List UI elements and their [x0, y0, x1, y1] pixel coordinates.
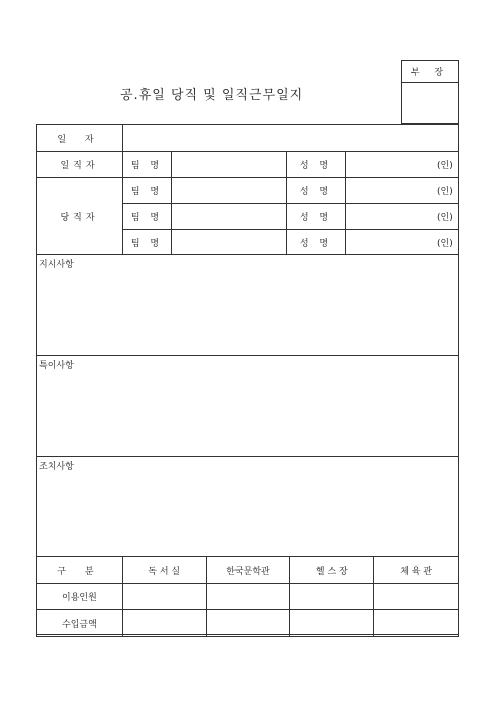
instructions-section[interactable]: [36, 254, 459, 356]
date-label: 일 자: [36, 124, 123, 152]
revenue-sports-hall-cell[interactable]: [374, 610, 459, 637]
header-literature-hall: 한국문학관: [206, 557, 290, 584]
users-reading-room-cell[interactable]: [122, 584, 206, 610]
header-reading-room: 독 서 실: [122, 557, 206, 584]
revenue-reading-room-cell[interactable]: [122, 610, 206, 637]
users-sports-hall-cell[interactable]: [374, 584, 459, 610]
team-field[interactable]: [171, 177, 287, 204]
team-label: 팀 명: [122, 151, 172, 178]
header-gym: 헬 스 장: [290, 557, 374, 584]
seal-text: (인): [437, 187, 453, 197]
revenue-literature-hall-cell[interactable]: [206, 610, 290, 637]
date-field[interactable]: [122, 124, 459, 152]
team-field[interactable]: [171, 151, 287, 178]
team-field[interactable]: [171, 203, 287, 230]
name-label: 성 명: [286, 177, 346, 204]
row-label-users: 이용인원: [37, 584, 123, 610]
header-category: 구 분: [37, 557, 123, 584]
seal-text: (인): [437, 239, 453, 249]
page-title: 공.휴일 당직 및 일직근무일지: [120, 88, 304, 103]
seal-text: (인): [437, 161, 453, 171]
instructions-label: 지시사항: [39, 260, 74, 270]
team-label: 팀 명: [122, 229, 172, 255]
facility-table: [36, 556, 459, 637]
team-field[interactable]: [171, 229, 287, 255]
actions-label: 조치사항: [39, 462, 74, 472]
users-gym-cell[interactable]: [290, 584, 374, 610]
row-label-revenue: 수입금액: [37, 610, 123, 637]
night-duty-label: 당직자: [36, 177, 123, 255]
team-label: 팀 명: [122, 177, 172, 204]
name-label: 성 명: [286, 151, 346, 178]
day-duty-label: 일직자: [36, 151, 123, 178]
header-sports-hall: 체 육 관: [374, 557, 459, 584]
approval-label: 부 장: [401, 60, 459, 83]
revenue-gym-cell[interactable]: [290, 610, 374, 637]
special-notes-section[interactable]: [36, 355, 459, 457]
special-notes-label: 특이사항: [39, 361, 74, 371]
seal-text: (인): [437, 213, 453, 223]
users-literature-hall-cell[interactable]: [206, 584, 290, 610]
name-label: 성 명: [286, 229, 346, 255]
name-label: 성 명: [286, 203, 346, 230]
actions-section[interactable]: [36, 456, 459, 557]
team-label: 팀 명: [122, 203, 172, 230]
